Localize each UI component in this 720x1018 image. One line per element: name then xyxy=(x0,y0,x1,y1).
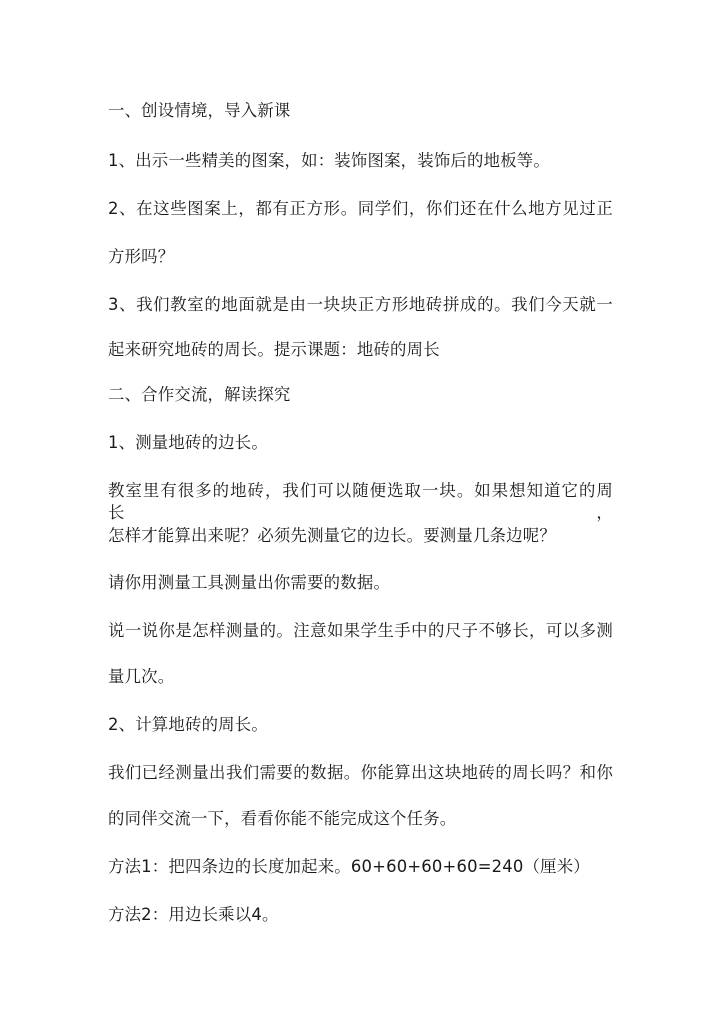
paragraph-line: 教室里有很多的地砖，我们可以随便选取一块。如果想知道它的周长， xyxy=(108,481,613,522)
paragraph-line: 量几次。 xyxy=(108,667,175,686)
paragraph-line: 请你用测量工具测量出你需要的数据。 xyxy=(108,573,391,592)
section-heading-2: 二、合作交流，解读探究 xyxy=(108,385,291,404)
section-heading-1: 一、创设情境，导入新课 xyxy=(108,101,291,120)
paragraph-line: 说一说你是怎样测量的。注意如果学生手中的尺子不够长，可以多测 xyxy=(108,621,613,640)
paragraph-line: 我们已经测量出我们需要的数据。你能算出这块地砖的周长吗？和你 xyxy=(108,763,613,782)
paragraph-line: 1、出示一些精美的图案，如：装饰图案，装饰后的地板等。 xyxy=(108,151,550,170)
paragraph-line: 3、我们教室的地面就是由一块块正方形地砖拼成的。我们今天就一 xyxy=(108,295,613,314)
paragraph-line: 方法2：用边长乘以4。 xyxy=(108,905,279,924)
paragraph-line: 怎样才能算出来呢？必须先测量它的边长。要测量几条边呢？ xyxy=(108,526,556,545)
paragraph-line: 2、计算地砖的周长。 xyxy=(108,715,268,734)
paragraph-line: 1、测量地砖的边长。 xyxy=(108,433,268,452)
paragraph-line: 的同伴交流一下，看看你能不能完成这个任务。 xyxy=(108,809,457,828)
paragraph-line: 起来研究地砖的周长。提示课题：地砖的周长 xyxy=(108,340,440,359)
paragraph-line: 2、在这些图案上，都有正方形。同学们，你们还在什么地方见过正 xyxy=(108,199,613,218)
paragraph-line: 方法1：把四条边的长度加起来。60+60+60+60=240（厘米） xyxy=(108,857,590,876)
paragraph-line: 方形吗？ xyxy=(108,247,175,266)
